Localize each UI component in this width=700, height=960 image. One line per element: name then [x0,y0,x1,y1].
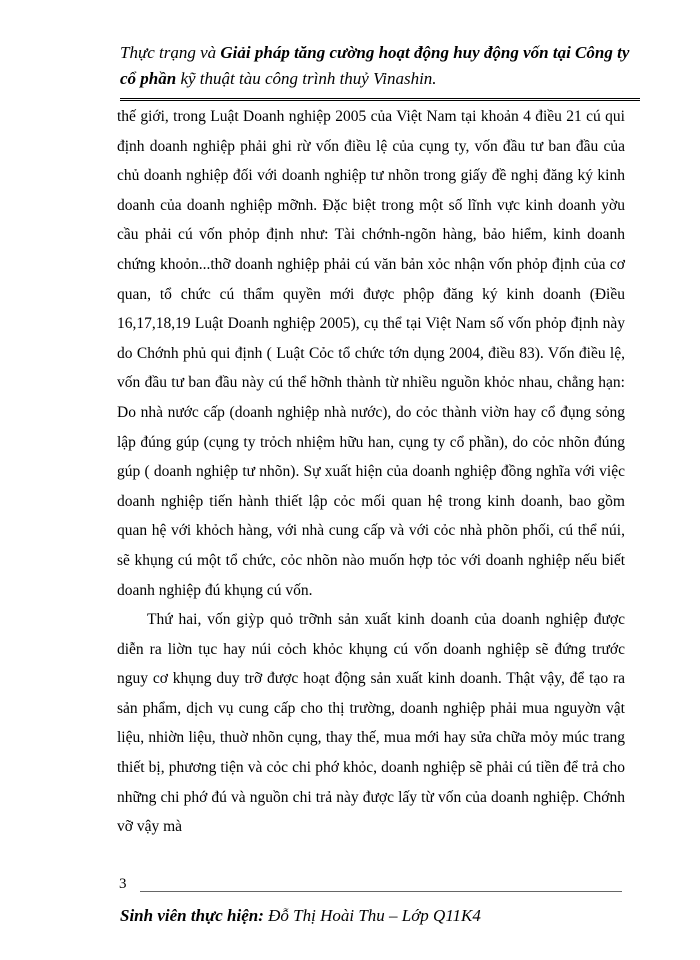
page-number: 3 [119,876,127,892]
page-header [120,40,640,92]
header-prefix: Thực trạng và [120,43,221,62]
header-title-bold: Giải pháp tăng cường hoạt động huy động vốn tại Công ty cổ phần [120,43,630,88]
footer-rule [140,891,622,892]
document-body [117,102,625,842]
header-rule [120,98,640,101]
paragraph-2: Thứ hai, vốn giỳp quỏ trỡnh sản xuất kinh doanh của doanh nghiệp được diễn ra liờn tục hay núi cỏch khỏc khụng cú vốn doanh nghiệp sẽ đứng trước nguy cơ khụng duy trỡ được hoạt động sản xuất kinh doanh. Thật vậy, để tạo ra sản phẩm, dịch vụ cung cấp cho thị trường, doanh nghiệp phải mua nguyờn vật liệu, nhiờn liệu, thuờ nhõn cụng, thay thế, mua mới hay sửa chữa mỏy múc trang thiết bị, phương tiện và cỏc chi phớ khỏc, doanh nghiệp sẽ phải cú tiền để trả cho những chi phớ đú và nguồn chi trả này được lấy từ vốn của doanh nghiệp. Chớnh vỡ vậy mà [117,611,625,836]
paragraph-1: thế giới, trong Luật Doanh nghiệp 2005 của Việt Nam tại khoản 4 điều 21 cú qui định doanh nghiệp phải ghi rừ vốn điều lệ của cụng ty, vốn đầu tư ban đầu của chủ doanh nghiệp đối với doanh nghiệp tư nhõn trong giấy đề nghị đăng ký kinh doanh của doanh nghiệp mỡnh. Đặc biệt trong một số lĩnh vực kinh doanh yờu cầu phải cú vốn phỏp định như: Tài chớnh-ngõn hàng, bảo hiểm, kinh doanh chứng khoỏn...thỡ doanh nghiệp phải cú văn bản xỏc nhận vốn phỏp định của cơ quan, tổ chức cú thẩm quyền mới được phộp đăng ký kinh doanh (Điều 16,17,18,19 Luật Doanh nghiệp 2005), cụ thể tại Việt Nam số vốn phỏp định này do Chớnh phủ qui định ( Luật Cỏc tổ chức tớn dụng 2004, điều 83). Vốn điều lệ, vốn đầu tư ban đầu này cú thể hỡnh thành từ nhiều nguồn khỏc nhau, chẳng hạn: Do nhà nước cấp (doanh nghiệp nhà nước), do cỏc thành viờn hay cổ đụng sỏng lập đúng gúp (cụng ty trỏch nhiệm hữu han, cụng ty cổ phần), do cỏc nhõn đúng gúp ( doanh nghiệp tư nhõn). Sự xuất hiện của doanh nghiệp đồng nghĩa với việc doanh nghiệp tiến hành thiết lập cỏc mối quan hệ trong kinh doanh, bao gồm quan hệ với khỏch hàng, với nhà cung cấp và với cỏc nhà phõn phối, cú thể núi, sẽ khụng cú một tổ chức, cỏc nhõn nào muốn hợp tỏc với doanh nghiệp nếu biết doanh nghiệp đú khụng cú vốn. [117,108,625,599]
footer-author: Đỗ Thị Hoài Thu – Lớp Q11K4 [263,906,481,925]
page-footer [120,906,640,926]
footer-label: Sinh viên thực hiện: [120,906,264,925]
header-title-rest: kỹ thuật tàu công trình thuỷ Vinashin. [176,69,437,88]
